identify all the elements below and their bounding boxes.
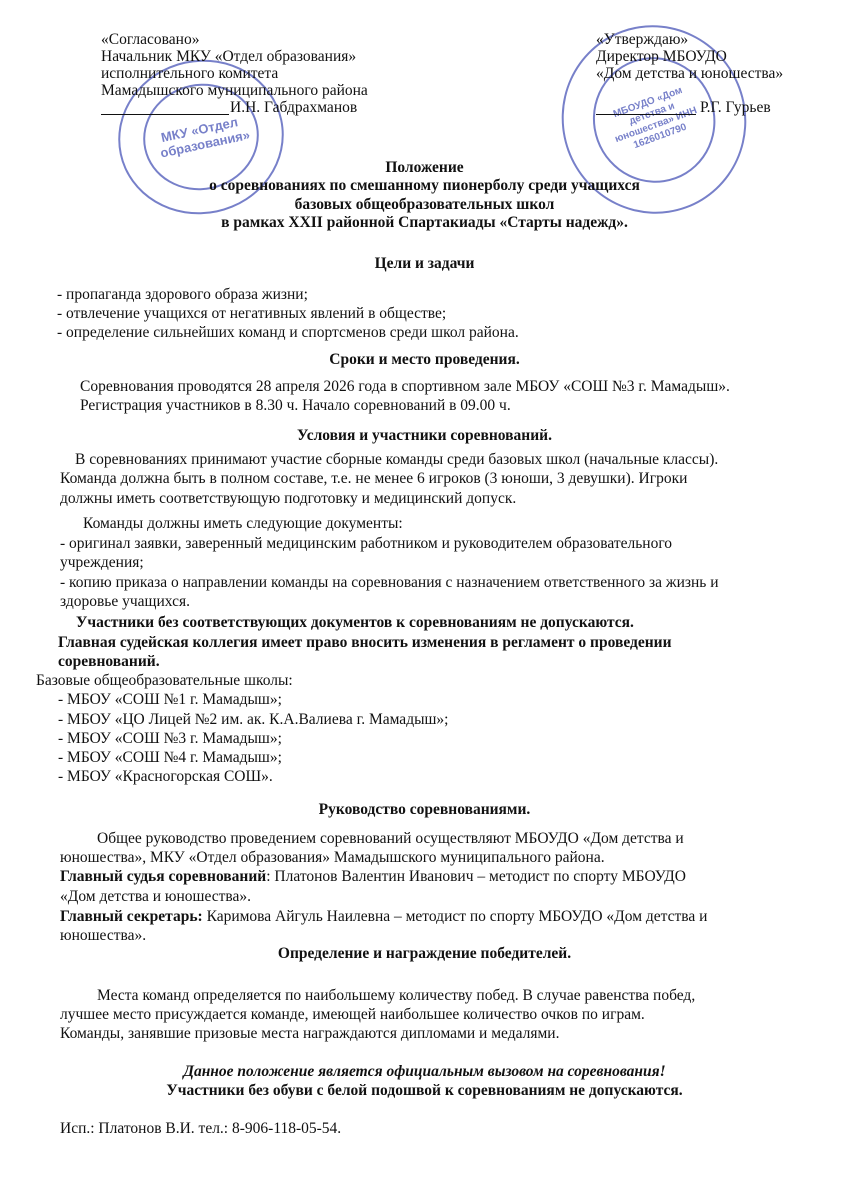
conditions-line: - копию приказа о направлении команды на соревнования с назначением ответственного за жизнь и [60, 574, 719, 591]
awards-line: лучшее место присуждается команде, имеющей наибольшее количество очков по играм. [60, 1006, 645, 1023]
title-line-4: в рамках XXII районной Спартакиады «Старты надежд». [221, 214, 628, 231]
school-item: - МБОУ «СОШ №1 г. Мамадыш»; [58, 691, 282, 708]
shoes-note: Участники без обуви с белой подошвой к соревнованиям не допускаются. [166, 1082, 683, 1099]
official-call-note: Данное положение является официальным вызовом на соревнования! [183, 1063, 666, 1080]
conditions-line: учреждения; [60, 554, 144, 571]
management-line: юношества», МКУ «Отдел образования» Мамадышского муниципального района. [60, 849, 605, 866]
goal-item: - пропаганда здорового образа жизни; [57, 286, 308, 303]
approval-left-position: Начальник МКУ «Отдел образования» [101, 48, 357, 65]
approval-right-org: «Дом детства и юношества» [596, 65, 784, 82]
conditions-line: В соревнованиях принимают участие сборные команды среди базовых школ (начальные классы). [75, 451, 719, 468]
timing-heading: Сроки и место проведения. [329, 351, 520, 368]
conditions-bold-line: соревнований. [58, 653, 160, 670]
conditions-line: Команда должна быть в полном составе, т.е. не менее 6 игроков (3 юноши, 3 девушки). Игроки [60, 470, 688, 487]
approval-right-label: «Утверждаю» [596, 31, 689, 48]
stamp-right-text: МБОУДО «Дом детства и юношества» ИНН 1626010790 [611, 84, 699, 151]
approval-left-org: исполнительного комитета [101, 65, 279, 82]
signature-line-right [596, 114, 696, 115]
approval-right-position: Директор МБОУДО [596, 48, 727, 65]
conditions-line: Команды должны иметь следующие документы: [83, 515, 403, 532]
stamp-left-text: МКУ «Отдел образования» [158, 114, 252, 161]
conditions-line: должны иметь соответствующую подготовку и медицинский допуск. [60, 490, 517, 507]
contact-line: Исп.: Платонов В.И. тел.: 8-906-118-05-54. [60, 1120, 342, 1137]
school-item: - МБОУ «СОШ №3 г. Мамадыш»; [58, 730, 282, 747]
management-heading: Руководство соревнованиями. [318, 801, 531, 818]
conditions-line: - оригинал заявки, заверенный медицинским работником и руководителем образовательного [60, 535, 673, 552]
secretary-line [60, 907, 707, 926]
conditions-line: здоровье учащихся. [60, 593, 190, 610]
approval-right-name: Р.Г. Гурьев [700, 99, 771, 116]
conditions-bold-line: Участники без соответствующих документов к соревнованиям не допускаются. [76, 614, 634, 631]
goals-heading: Цели и задачи [374, 255, 475, 272]
chief-judge-label: Главный судья соревнований [60, 868, 267, 885]
awards-line: Места команд определяется по наибольшему количеству побед. В случае равенства побед, [97, 987, 696, 1004]
approval-left-name: И.Н. Габдрахманов [230, 99, 358, 116]
goal-item: - отвлечение учащихся от негативных явлений в обществе; [57, 305, 447, 322]
secretary-text: Каримова Айгуль Наилевна – методист по спорту МБОУДО «Дом детства и [202, 908, 708, 925]
approval-left-district: Мамадышского муниципального района [101, 82, 368, 99]
secretary-cont: юношества». [60, 927, 147, 944]
school-item: - МБОУ «СОШ №4 г. Мамадыш»; [58, 749, 282, 766]
chief-judge-cont: «Дом детства и юношества». [60, 888, 251, 905]
secretary-label: Главный секретарь: [60, 908, 203, 925]
chief-judge-line [60, 867, 686, 886]
conditions-heading: Условия и участники соревнований. [297, 427, 552, 444]
title-line-2: о соревнованиях по смешанному пионерболу среди учащихся [209, 177, 640, 194]
school-item: - МБОУ «ЦО Лицей №2 им. ак. К.А.Валиева г. Мамадыш»; [58, 711, 449, 728]
goal-item: - определение сильнейших команд и спортсменов среди школ района. [57, 324, 519, 341]
signature-line-left [101, 114, 229, 115]
timing-line: Регистрация участников в 8.30 ч. Начало соревнований в 09.00 ч. [80, 397, 511, 414]
approval-left-label: «Согласовано» [101, 31, 200, 48]
conditions-bold-line: Главная судейская коллегия имеет право вносить изменения в регламент о проведении [58, 634, 672, 651]
awards-heading: Определение и награждение победителей. [277, 945, 572, 962]
title-line-3: базовых общеобразовательных школ [294, 196, 555, 213]
management-line: Общее руководство проведением соревнований осуществляют МБОУДО «Дом детства и [97, 830, 684, 847]
school-item: - МБОУ «Красногорская СОШ». [58, 768, 273, 785]
title-line-1: Положение [385, 159, 464, 176]
timing-line: Соревнования проводятся 28 апреля 2026 года в спортивном зале МБОУ «СОШ №3 г. Мамадыш». [80, 378, 730, 395]
schools-heading: Базовые общеобразовательные школы: [36, 672, 293, 689]
chief-judge-text: : Платонов Валентин Иванович – методист по спорту МБОУДО [266, 868, 686, 885]
awards-line: Команды, занявшие призовые места награждаются дипломами и медалями. [60, 1025, 560, 1042]
